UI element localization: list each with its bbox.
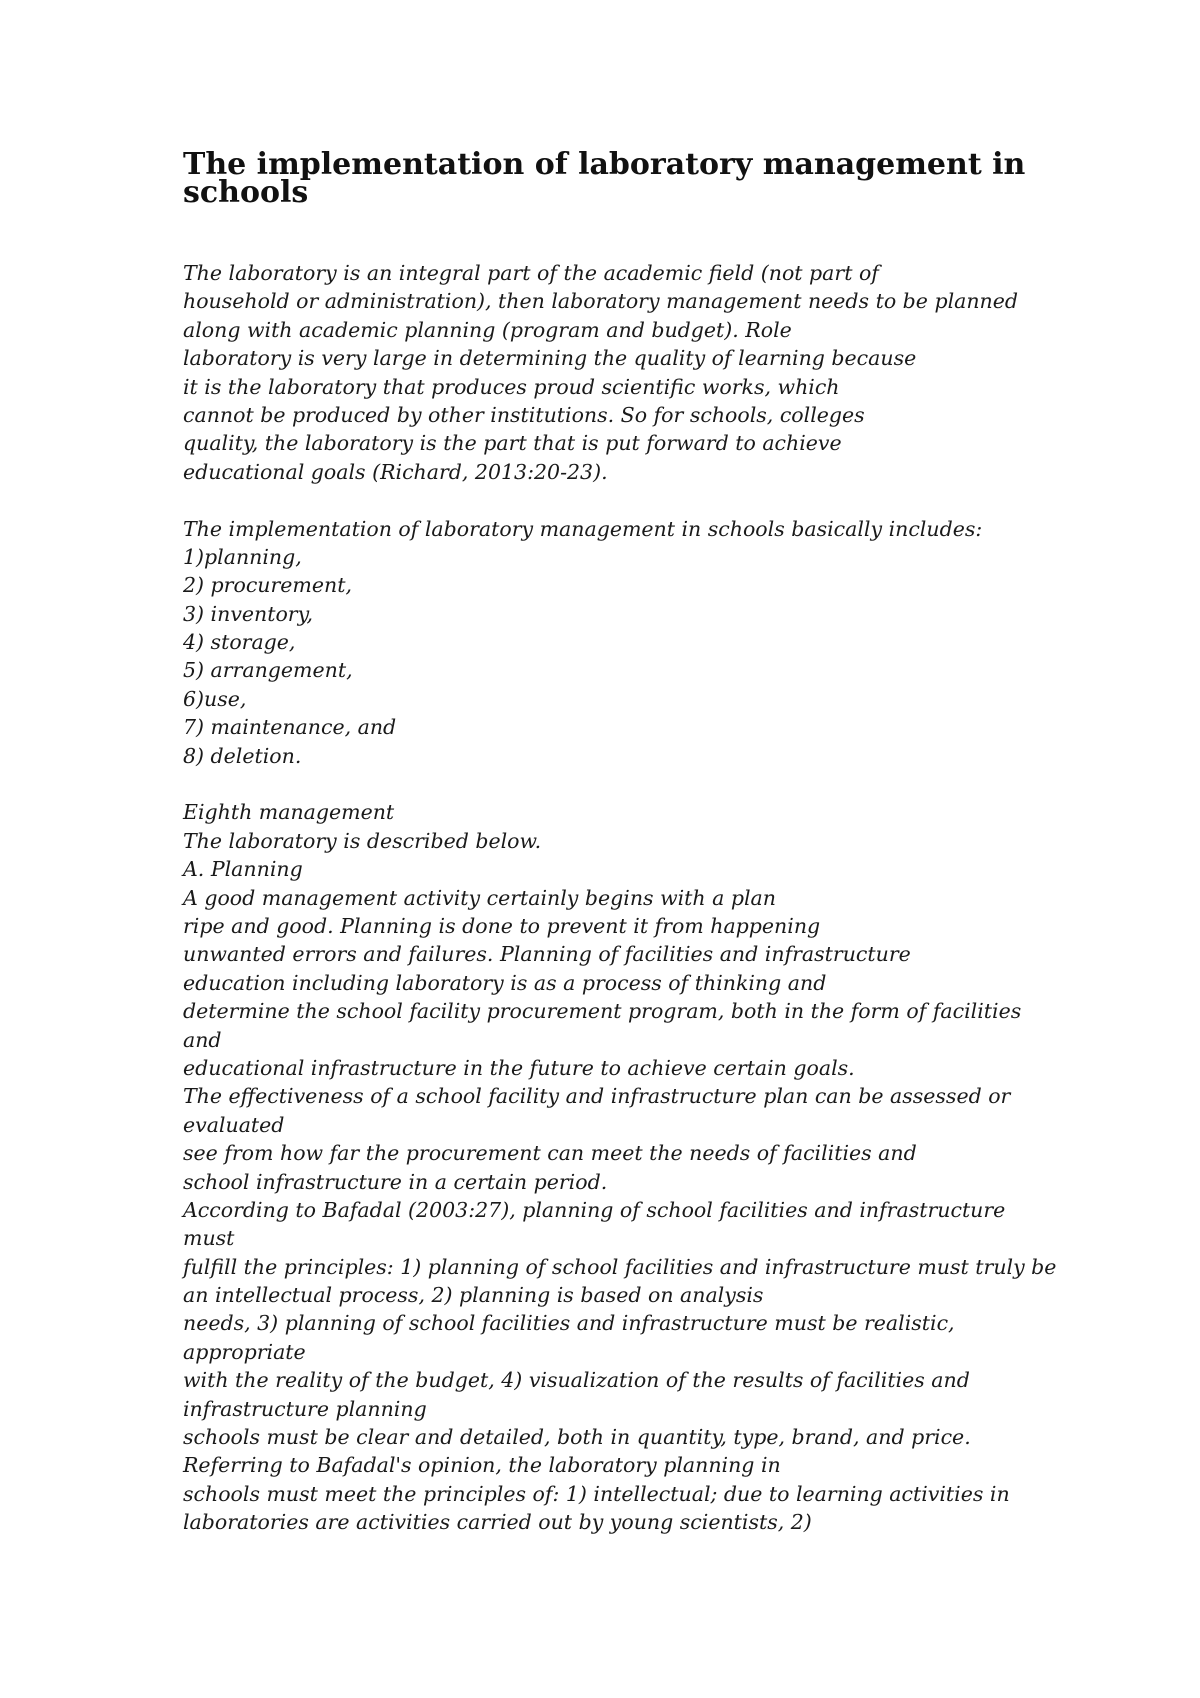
section-line: determine the school facility procurement program, both in the form of facilities xyxy=(183,999,1022,1024)
paragraph-line: quality, the laboratory is the part that is put forward to achieve xyxy=(183,431,842,456)
section-line: Eighth management xyxy=(183,800,395,825)
paragraph-line: along with academic planning (program and budget). Role xyxy=(183,317,792,342)
section-line: school infrastructure in a certain period. xyxy=(183,1169,608,1194)
section-heading: A. Planning xyxy=(183,857,303,882)
section-line: educational infrastructure in the future to achieve certain goals. xyxy=(183,1055,855,1080)
management-list xyxy=(183,515,1053,771)
section-line: The laboratory is described below. xyxy=(183,828,542,853)
list-item: 6)use, xyxy=(183,686,247,711)
section-line: schools must meet the principles of: 1) intellectual; due to learning activities in xyxy=(183,1481,1010,1506)
list-item: 3) inventory, xyxy=(183,601,313,626)
paragraph-line: it is the laboratory that produces proud scientific works, which xyxy=(183,374,840,399)
paragraph-line: educational goals (Richard, 2013:20-23). xyxy=(183,459,608,484)
paragraph-spacer xyxy=(183,486,1053,514)
list-item: 2) procurement, xyxy=(183,573,352,598)
paragraph-line: The laboratory is an integral part of the academic field (not part of xyxy=(183,261,879,285)
section-line: must xyxy=(183,1226,235,1251)
paragraph-line: laboratory is very large in determining the quality of learning because xyxy=(183,346,917,371)
section-line: needs, 3) planning of school facilities and infrastructure must be realistic, xyxy=(183,1311,955,1336)
section-line: A good management activity certainly begins with a plan xyxy=(183,885,776,910)
section-line: appropriate xyxy=(183,1339,306,1364)
section-line: see from how far the procurement can meet the needs of facilities and xyxy=(183,1141,917,1166)
section-line: laboratories are activities carried out by young scientists, 2) xyxy=(183,1510,812,1535)
paragraph-line: cannot be produced by other institutions. So for schools, colleges xyxy=(183,402,865,427)
paragraph-spacer xyxy=(183,770,1053,798)
document-title xyxy=(183,146,1026,211)
title-line: The implementation of laboratory management in xyxy=(183,147,1026,182)
section-line: fulfill the principles: 1) planning of school facilities and infrastructure must truly be xyxy=(183,1254,1057,1279)
section-line: education including laboratory is as a process of thinking and xyxy=(183,970,827,995)
section-line: schools must be clear and detailed, both in quantity, type, brand, and price. xyxy=(183,1425,971,1450)
section-line: unwanted errors and failures. Planning of facilities and infrastructure xyxy=(183,942,911,967)
list-intro: The implementation of laboratory management in schools basically includes: xyxy=(183,516,983,541)
list-item: 4) storage, xyxy=(183,630,296,655)
section-line: According to Bafadal (2003:27), planning of school facilities and infrastructure xyxy=(183,1197,1006,1222)
planning-section xyxy=(183,798,1057,1536)
list-item: 7) maintenance, and xyxy=(183,715,397,740)
section-line: Referring to Bafadal's opinion, the laboratory planning in xyxy=(183,1453,781,1478)
section-line: evaluated xyxy=(183,1112,285,1137)
paragraph-line: household or administration), then laboratory management needs to be planned xyxy=(183,289,1019,314)
section-line: with the reality of the budget, 4) visualization of the results of facilities and xyxy=(183,1368,970,1393)
section-line: infrastructure planning xyxy=(183,1396,427,1421)
section-line: ripe and good. Planning is done to prevent it from happening xyxy=(183,913,821,938)
section-line: an intellectual process, 2) planning is based on analysis xyxy=(183,1283,764,1308)
list-item: 5) arrangement, xyxy=(183,658,353,683)
title-line: schools xyxy=(183,175,309,211)
list-item: 1)planning, xyxy=(183,544,302,569)
section-line: and xyxy=(183,1027,222,1052)
document-body xyxy=(183,259,1057,1537)
intro-paragraph xyxy=(183,259,1053,486)
section-line: The effectiveness of a school facility and infrastructure plan can be assessed or xyxy=(183,1084,1011,1109)
list-item: 8) deletion. xyxy=(183,743,302,768)
